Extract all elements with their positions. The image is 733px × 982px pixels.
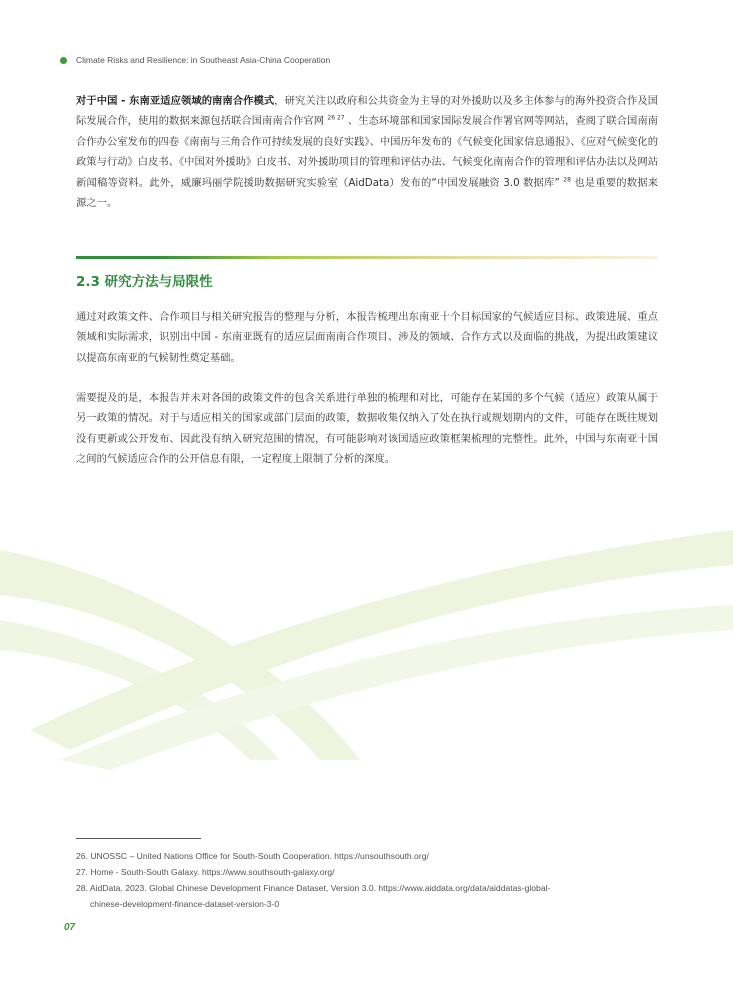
footnote-28-continued[interactable]: chinese-development-finance-dataset-version-3-0 [90,899,280,909]
paragraph-text: 、生态环境部和国家国际发展合作署官网等网站，查阅了联合国南南合作办公室发布的四卷《南南与三角合作可持续发展的良好实践》、中国历年发布的《气候变化国家信息通报》、《应对气候变化的政策与行动》白皮书、《中国对外援助》白皮书、对外援助项目的管理和评估办法、气候变化南南合作的管理和评估办法以及网站新闻稿等资料。此外，威廉玛丽学院援助数据研究实验室（AidData）发布的“中国发展融资 3.0 数据库” [76,115,658,189]
footnote-26[interactable]: 26. UNOSSC – United Nations Office for South-South Cooperation. https://unsouthsouth.org/ [76,851,429,861]
decorative-swoosh-graphic [0,510,733,770]
running-title: Climate Risks and Resilience: in Southeast Asia-China Cooperation [76,55,331,65]
paragraph-text: 也是重要的数据来源之一。 [76,176,658,210]
footnote-ref[interactable]: 28 [563,176,571,184]
footnote-divider [76,838,201,839]
section-heading: 2.3 研究方法与局限性 [76,274,213,290]
section-divider [76,256,658,259]
page-number: 07 [64,922,76,933]
footnotes [76,848,676,912]
footnote-27[interactable]: 27. Home - South-South Galaxy. https://www.southsouth-galaxy.org/ [76,867,335,877]
paragraph-methods: 通过对政策文件、合作项目与相关研究报告的整理与分析，本报告梳理出东南亚十个目标国家的气候适应目标、政策进展、重点领域和实际需求，识别出中国 - 东南亚既有的适应层面南南合作项目、涉及的领域、合作方式以及面临的挑战，为提出政策建议以提高东南亚的气候韧性奠定基础。 [76,311,658,364]
paragraph-data-sources [76,91,658,213]
footnote-28[interactable]: 28. AidData. 2023. Global Chinese Development Finance Dataset, Version 3.0. https://www.aiddata.org/data/aiddatas-global- [76,883,551,893]
running-header [60,54,330,66]
paragraph-limitations: 需要提及的是，本报告并未对各国的政策文件的包含关系进行单独的梳理和对比，可能存在某国的多个气候（适应）政策从属于另一政策的情况。对于与适应相关的国家或部门层面的政策，数据收集仅纳入了处在执行或规划期内的文件，可能存在既往规划没有更新或公开发布、因此没有纳入研究范围的情况，有可能影响对该国适应政策框架梳理的完整性。此外，中国与东南亚十国之间的气候适应合作的公开信息有限，一定程度上限制了分析的深度。 [76,392,658,466]
bullet-dot-icon [60,57,67,64]
paragraph-lead: 对于中国 - 东南亚适应领域的南南合作模式 [76,95,275,107]
footnote-ref[interactable]: 26 27 [327,114,345,122]
paragraph-text: ，研究关注以政府和公共资金为主导的对外援助以及多主体参与的海外投资合作及国际发展合作，使用的数据来源包括联合国南南合作官网 [76,95,658,128]
